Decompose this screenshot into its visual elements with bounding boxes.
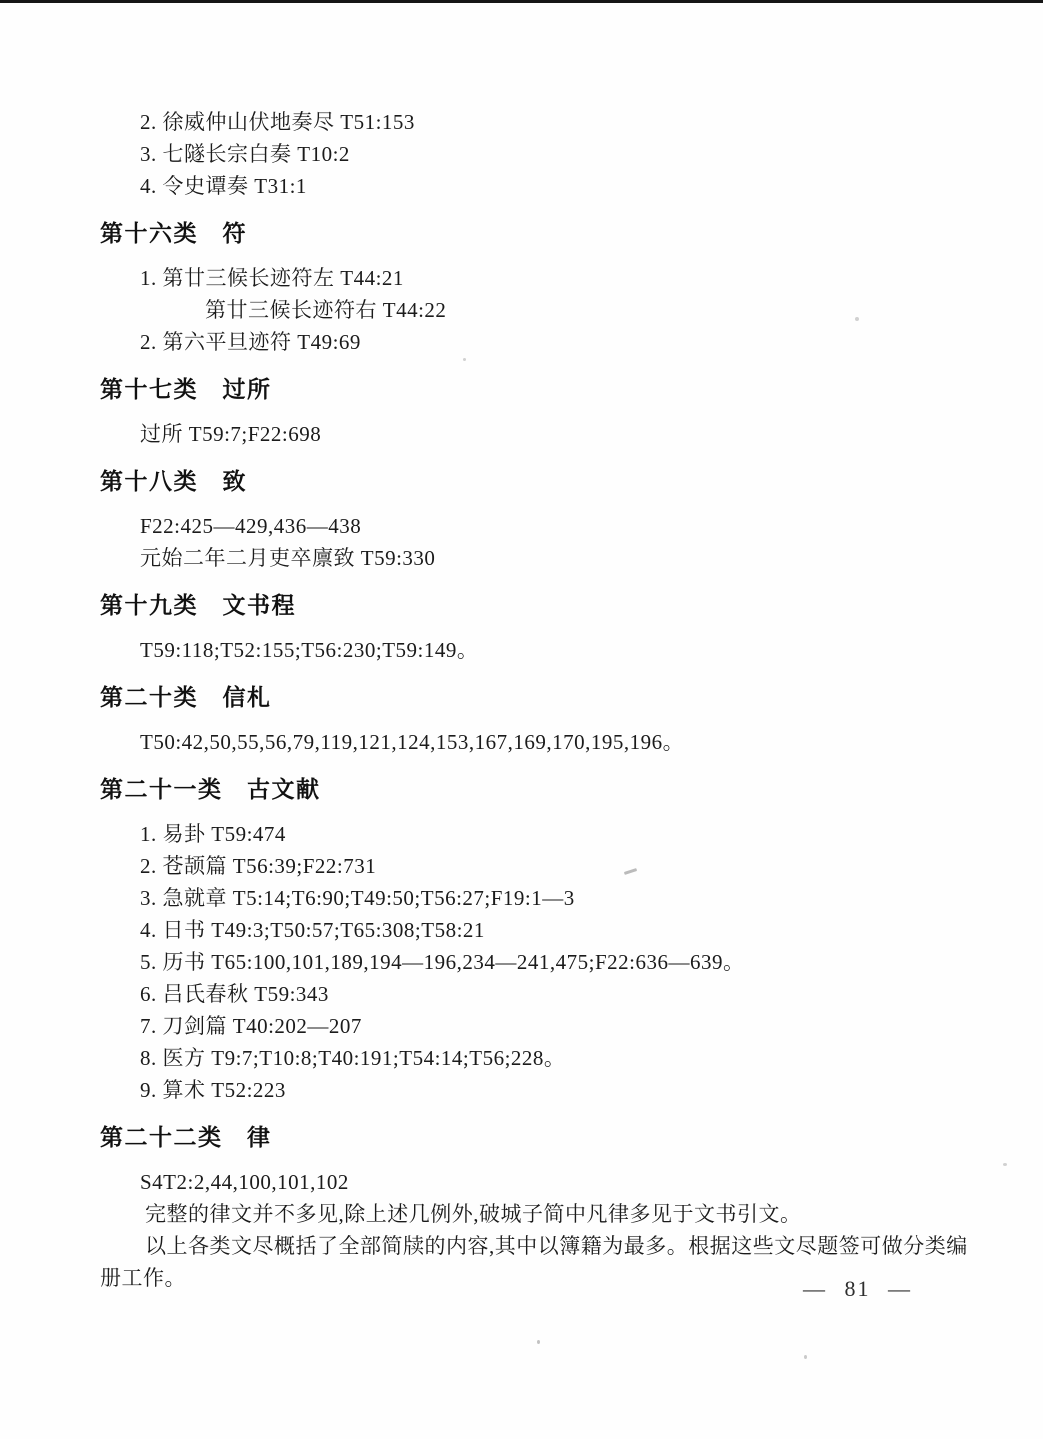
entry-line: 2. 苍颉篇 T56:39;F22:731: [140, 854, 377, 878]
entry-line: 8. 医方 T9:7;T10:8;T40:191;T54:14;T56;228。: [140, 1046, 566, 1070]
entry-line: 4. 日书 T49:3;T50:57;T65:308;T58:21: [140, 918, 485, 942]
entry-line: 4. 令史谭奏 T31:1: [140, 174, 307, 198]
section-heading: 第二十二类 律: [100, 1124, 272, 1150]
section-heading: 第十九类 文书程: [100, 592, 296, 618]
entry-line: T50:42,50,55,56,79,119,121,124,153,167,169,170,195,196。: [140, 730, 685, 754]
paragraph-line: 册工作。: [100, 1266, 186, 1290]
entry-line: 6. 吕氏春秋 T59:343: [140, 982, 329, 1006]
scan-edge-artifact: [0, 0, 1043, 3]
page-content: [100, 106, 1015, 1294]
entry-line: 9. 算术 T52:223: [140, 1078, 286, 1102]
page-number: — 81 —: [803, 1276, 912, 1301]
section-heading: 第十六类 符: [100, 220, 247, 246]
entry-line: 1. 易卦 T59:474: [140, 822, 286, 846]
entry-line: 5. 历书 T65:100,101,189,194—196,234—241,475;F22:636—639。: [140, 950, 745, 974]
scan-speck: [537, 1340, 540, 1344]
entry-line: 3. 急就章 T5:14;T6:90;T49:50;T56:27;F19:1—3: [140, 886, 575, 910]
section-heading: 第十七类 过所: [100, 376, 272, 402]
scan-speck: [855, 317, 859, 321]
scan-speck: [804, 1355, 807, 1359]
entry-line: 2. 徐威仲山伏地奏尽 T51:153: [140, 110, 415, 134]
entry-line: S4T2:2,44,100,101,102: [140, 1170, 349, 1194]
entry-line: 3. 七隧长宗白奏 T10:2: [140, 142, 350, 166]
section-heading: 第二十一类 古文献: [100, 776, 321, 802]
entry-line: 7. 刀剑篇 T40:202—207: [140, 1014, 362, 1038]
section-heading: 第十八类 致: [100, 468, 247, 494]
paragraph-line: 以上各类文尽概括了全部简牍的内容,其中以簿籍为最多。根据这些文尽题签可做分类编: [145, 1234, 968, 1258]
section-heading: 第二十类 信札: [100, 684, 272, 710]
entry-line: T59:118;T52:155;T56:230;T59:149。: [140, 638, 479, 662]
entry-line: 1. 第廿三候长迹符左 T44:21: [140, 266, 404, 290]
entry-line-indented: 第廿三候长迹符右 T44:22: [205, 298, 447, 322]
paragraph-line: 完整的律文并不多见,除上述几例外,破城子简中凡律多见于文书引文。: [145, 1202, 802, 1226]
scan-speck: [1003, 1163, 1007, 1166]
entry-line: 元始二年二月吏卒廪致 T59:330: [140, 546, 436, 570]
entry-line: F22:425—429,436—438: [140, 514, 362, 538]
entry-line: 过所 T59:7;F22:698: [140, 422, 322, 446]
scan-speck: [463, 358, 466, 361]
entry-line: 2. 第六平旦迹符 T49:69: [140, 330, 361, 354]
